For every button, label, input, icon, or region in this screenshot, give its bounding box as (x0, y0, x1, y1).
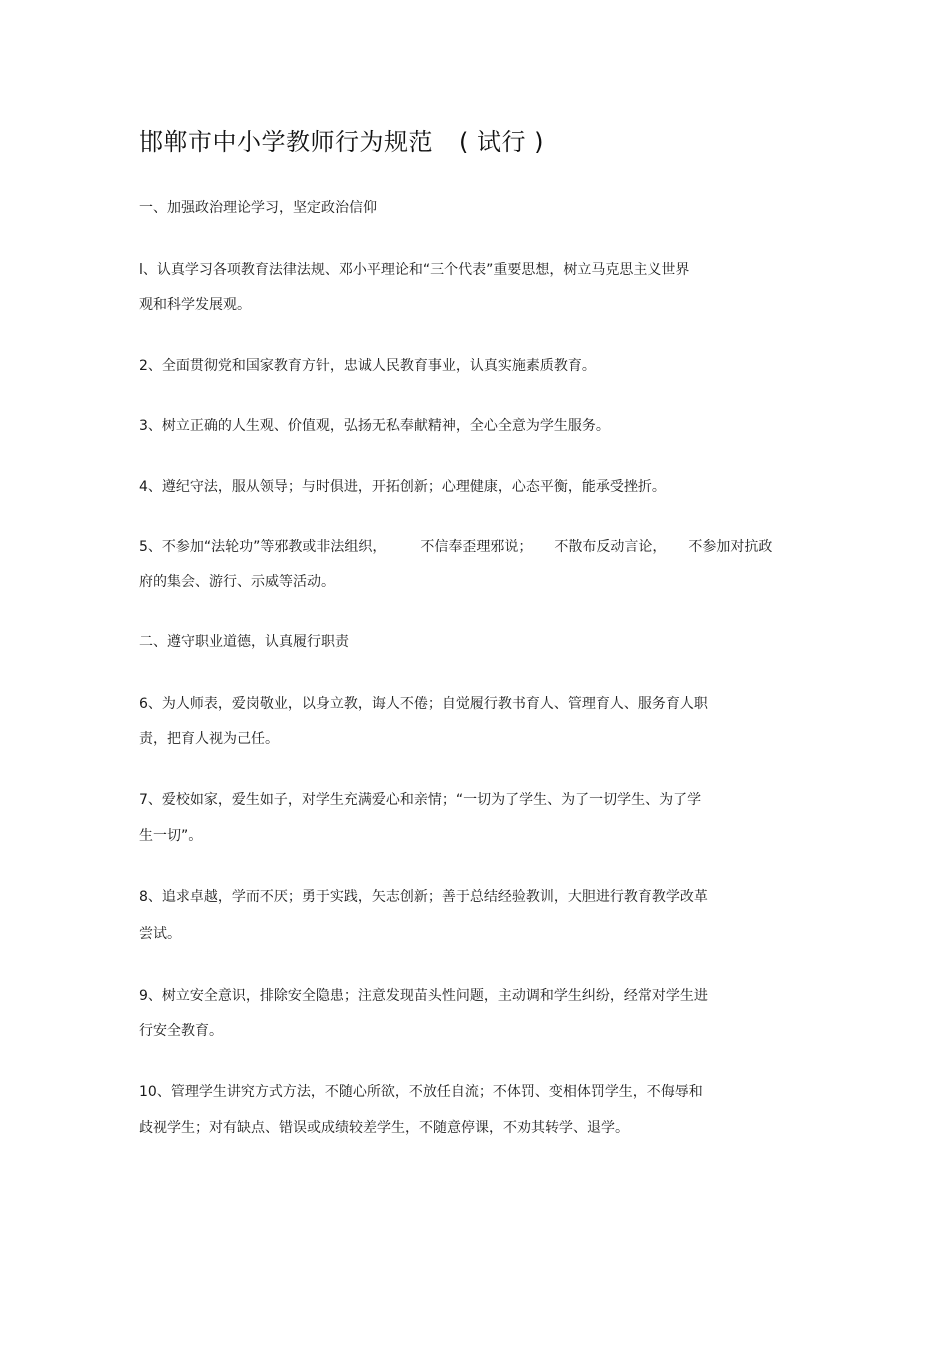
title-suffix: ( 试行 ) (459, 128, 544, 156)
title-main: 邯郸市中小学教师行为规范 (139, 128, 433, 156)
item-10-line-2: 歧视学生；对有缺点、错误或成绩较差学生，不随意停课，不劝其转学、退学。 (139, 1120, 629, 1136)
item-5-line-1 (139, 537, 772, 557)
item-9-line-1: 9、树立安全意识，排除安全隐患；注意发现苗头性问题，主动调和学生纠纷，经常对学生进 (139, 988, 708, 1004)
item-10-line-1: 10、管理学生讲究方式方法，不随心所欲，不放任自流；不体罚、变相体罚学生，不侮辱和 (139, 1084, 703, 1100)
item-7-line-2: 生一切”。 (139, 828, 203, 844)
item-1-line-2: 观和科学发展观。 (139, 297, 251, 313)
item-5-line-2: 府的集会、游行、示威等活动。 (139, 574, 335, 590)
item-7-line-1: 7、爱校如家，爱生如子，对学生充满爱心和亲情；“一切为了学生、为了一切学生、为了学 (139, 792, 702, 808)
item-8-line-1: 8、追求卓越，学而不厌；勇于实践，矢志创新；善于总结经验教训，大胆进行教育教学改革 (139, 889, 708, 905)
section-heading-2: 二、遵守职业道德，认真履行职责 (139, 634, 349, 650)
item-3-line-1: 3、树立正确的人生观、价值观，弘扬无私奉献精神，全心全意为学生服务。 (139, 418, 610, 434)
item-1-line-1: l、认真学习各项教育法律法规、邓小平理论和“三个代表”重要思想，树立马克思主义世界 (139, 262, 690, 278)
item-4-line-1: 4、遵纪守法，服从领导；与时俱进，开拓创新；心理健康，心态平衡，能承受挫折。 (139, 479, 666, 495)
item-5-part-1: 5、不参加“法轮功”等邪教或非法组织， (139, 539, 387, 555)
item-9-line-2: 行安全教育。 (139, 1023, 223, 1039)
item-2-line-1: 2、全面贯彻党和国家教育方针，忠诚人民教育事业，认真实施素质教育。 (139, 358, 596, 374)
item-5-part-4: 不参加对抗政 (688, 539, 773, 555)
item-5-part-3: 不散布反动言论， (554, 539, 667, 555)
item-8-line-2: 尝试。 (139, 926, 181, 942)
item-5-part-2: 不信奉歪理邪说； (420, 539, 533, 555)
item-6-line-1: 6、为人师表，爱岗敬业，以身立教，诲人不倦；自觉履行教书育人、管理育人、服务育人职 (139, 696, 708, 712)
document-title (139, 124, 544, 160)
item-6-line-2: 责，把育人视为己任。 (139, 731, 279, 747)
section-heading-1: 一、加强政治理论学习，坚定政治信仰 (139, 200, 377, 216)
